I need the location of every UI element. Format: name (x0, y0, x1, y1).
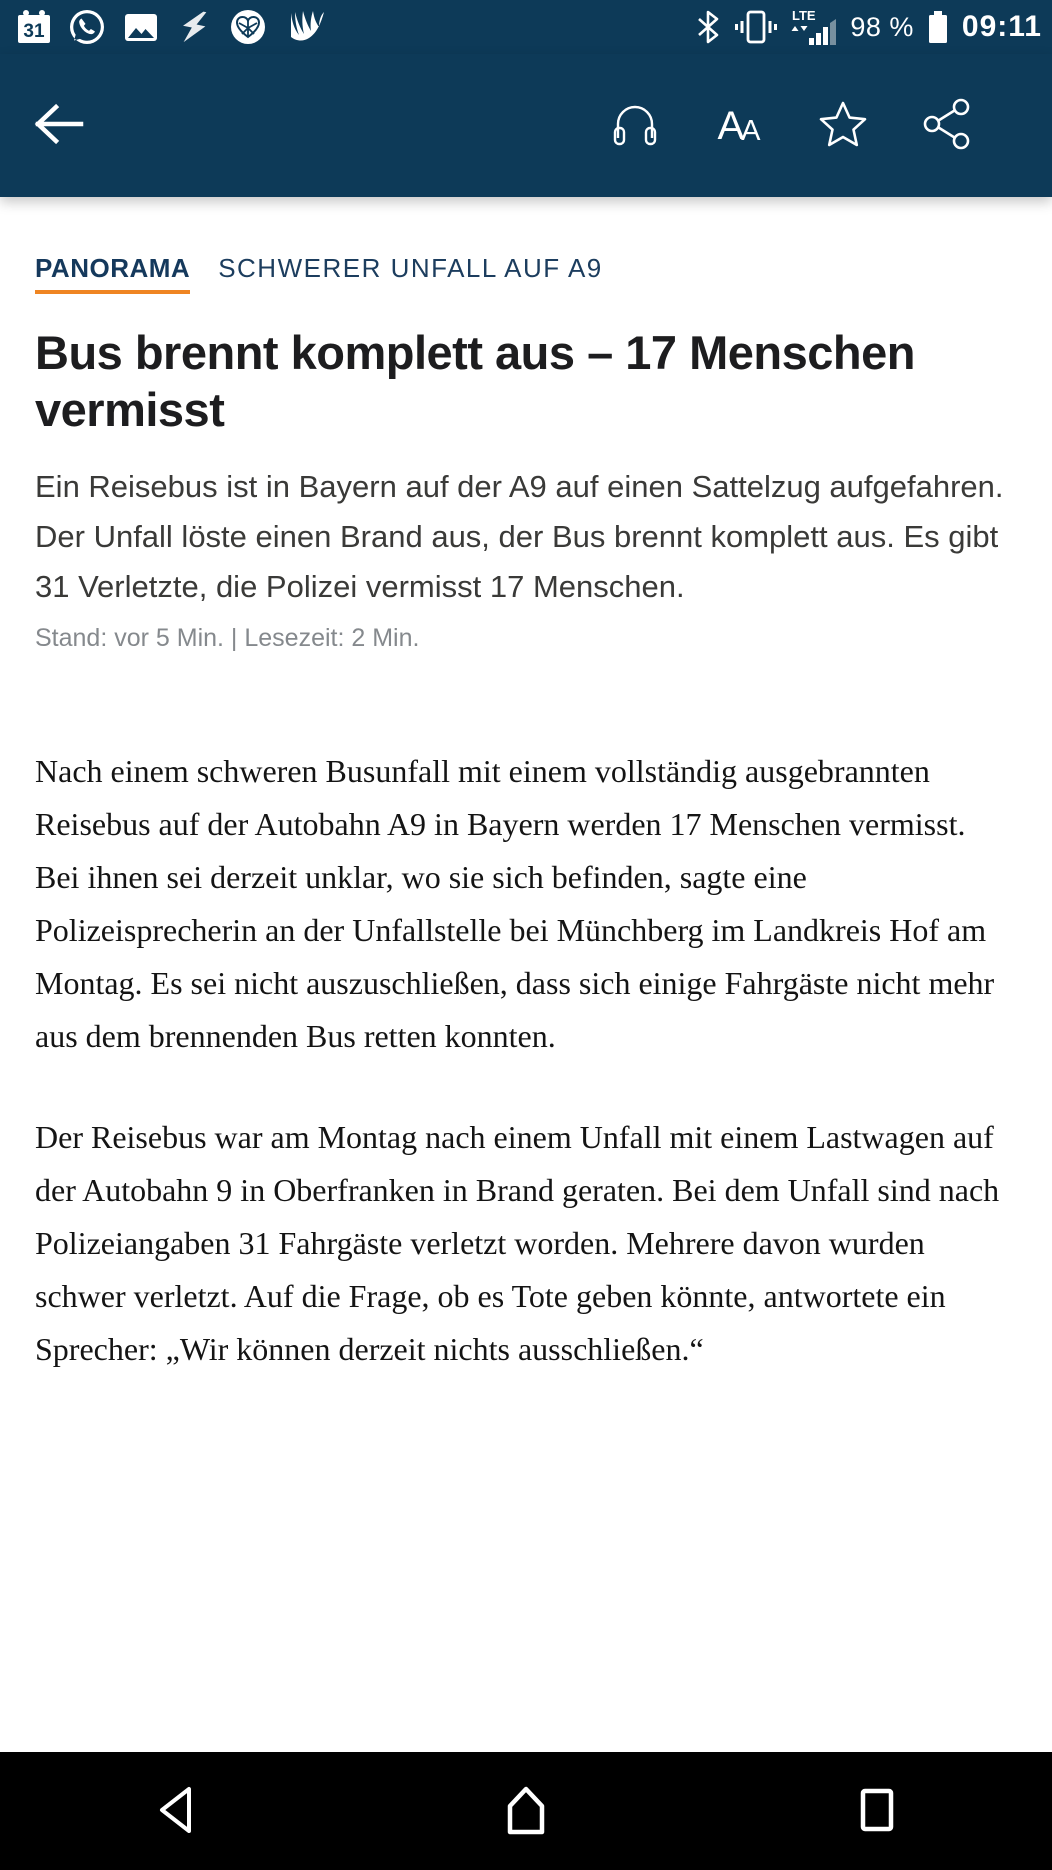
back-arrow-icon (34, 102, 84, 149)
battery-percent: 98 % (850, 11, 914, 42)
article-meta: Stand: vor 5 Min. | Lesezeit: 2 Min. (35, 624, 420, 652)
status-bar (0, 0, 1052, 54)
app-toolbar (0, 54, 1052, 197)
star-icon (817, 99, 869, 152)
listen-button[interactable] (606, 97, 664, 155)
share-icon (923, 98, 971, 153)
bluetooth-icon (695, 9, 721, 45)
vibrate-icon (734, 9, 778, 45)
nav-home-button[interactable] (351, 1752, 702, 1870)
toolbar-actions (606, 97, 976, 155)
system-status-icons (695, 8, 1042, 46)
share-button[interactable] (918, 97, 976, 155)
nav-back-icon (155, 1784, 195, 1839)
text-size-icon: A A (717, 103, 761, 148)
favorite-button[interactable] (814, 97, 872, 155)
nav-recents-icon (857, 1784, 897, 1839)
nav-back-button[interactable] (0, 1752, 351, 1870)
nav-home-icon (501, 1784, 551, 1839)
svg-text:31: 31 (23, 21, 45, 42)
headphones-icon (609, 98, 661, 153)
section-link[interactable]: PANORAMA (35, 253, 190, 294)
article-paragraph: Nach einem schweren Busunfall mit einem vollständig ausgebrannten Reisebus auf der Autobahn A9 in Bayern werden 17 Menschen vermisst. Bei ihnen sei derzeit unklar, wo sie sich befinden, sagte eine Polizeisprecherin an der Unfallstelle bei Münchberg im Landkreis Hof am Montag. Es sei nicht auszuschließen, dass sich einige Fahrgäste nicht mehr aus dem brennenden Bus retten konnten. (35, 753, 995, 1054)
battery-icon (927, 9, 949, 45)
category-row (35, 253, 1017, 294)
svg-text:LTE: LTE (792, 8, 816, 23)
calendar-31-icon (16, 8, 52, 46)
back-button[interactable] (30, 97, 88, 155)
article-body (35, 745, 1017, 1376)
text-size-button[interactable] (710, 97, 768, 155)
notification-icons (16, 7, 325, 47)
heart-circle-icon (228, 7, 268, 47)
clock: 09:11 (961, 10, 1042, 43)
wing-icon (283, 7, 325, 47)
nav-recents-button[interactable] (701, 1752, 1052, 1870)
gallery-icon (122, 8, 160, 46)
article-lead: Ein Reisebus ist in Bayern auf der A9 auf einen Sattelzug aufgefahren. Der Unfall löste einen Brand aus, der Bus brennt komplett aus. Es gibt 31 Verletzte, die Polizei vermisst 17 Menschen. (35, 469, 1004, 604)
article-headline: Bus brennt komplett aus – 17 Menschen vermisst (35, 326, 915, 436)
lte-signal-icon (791, 8, 837, 46)
article-view (0, 197, 1052, 1752)
kicker-label: SCHWERER UNFALL AUF A9 (218, 253, 603, 283)
lightning-icon (175, 7, 213, 47)
whatsapp-icon (67, 7, 107, 47)
article-paragraph: Der Reisebus war am Montag nach einem Unfall mit einem Lastwagen auf der Autobahn 9 in Oberfranken in Brand geraten. Bei dem Unfall sind nach Polizeiangaben 31 Fahrgäste verletzt worden. Mehrere davon wurden schwer verletzt. Auf die Frage, ob es Tote geben könnte, antwortete ein Sprecher: „Wir können derzeit nichts ausschließen.“ (35, 1119, 1000, 1367)
android-navigation-bar (0, 1752, 1052, 1870)
